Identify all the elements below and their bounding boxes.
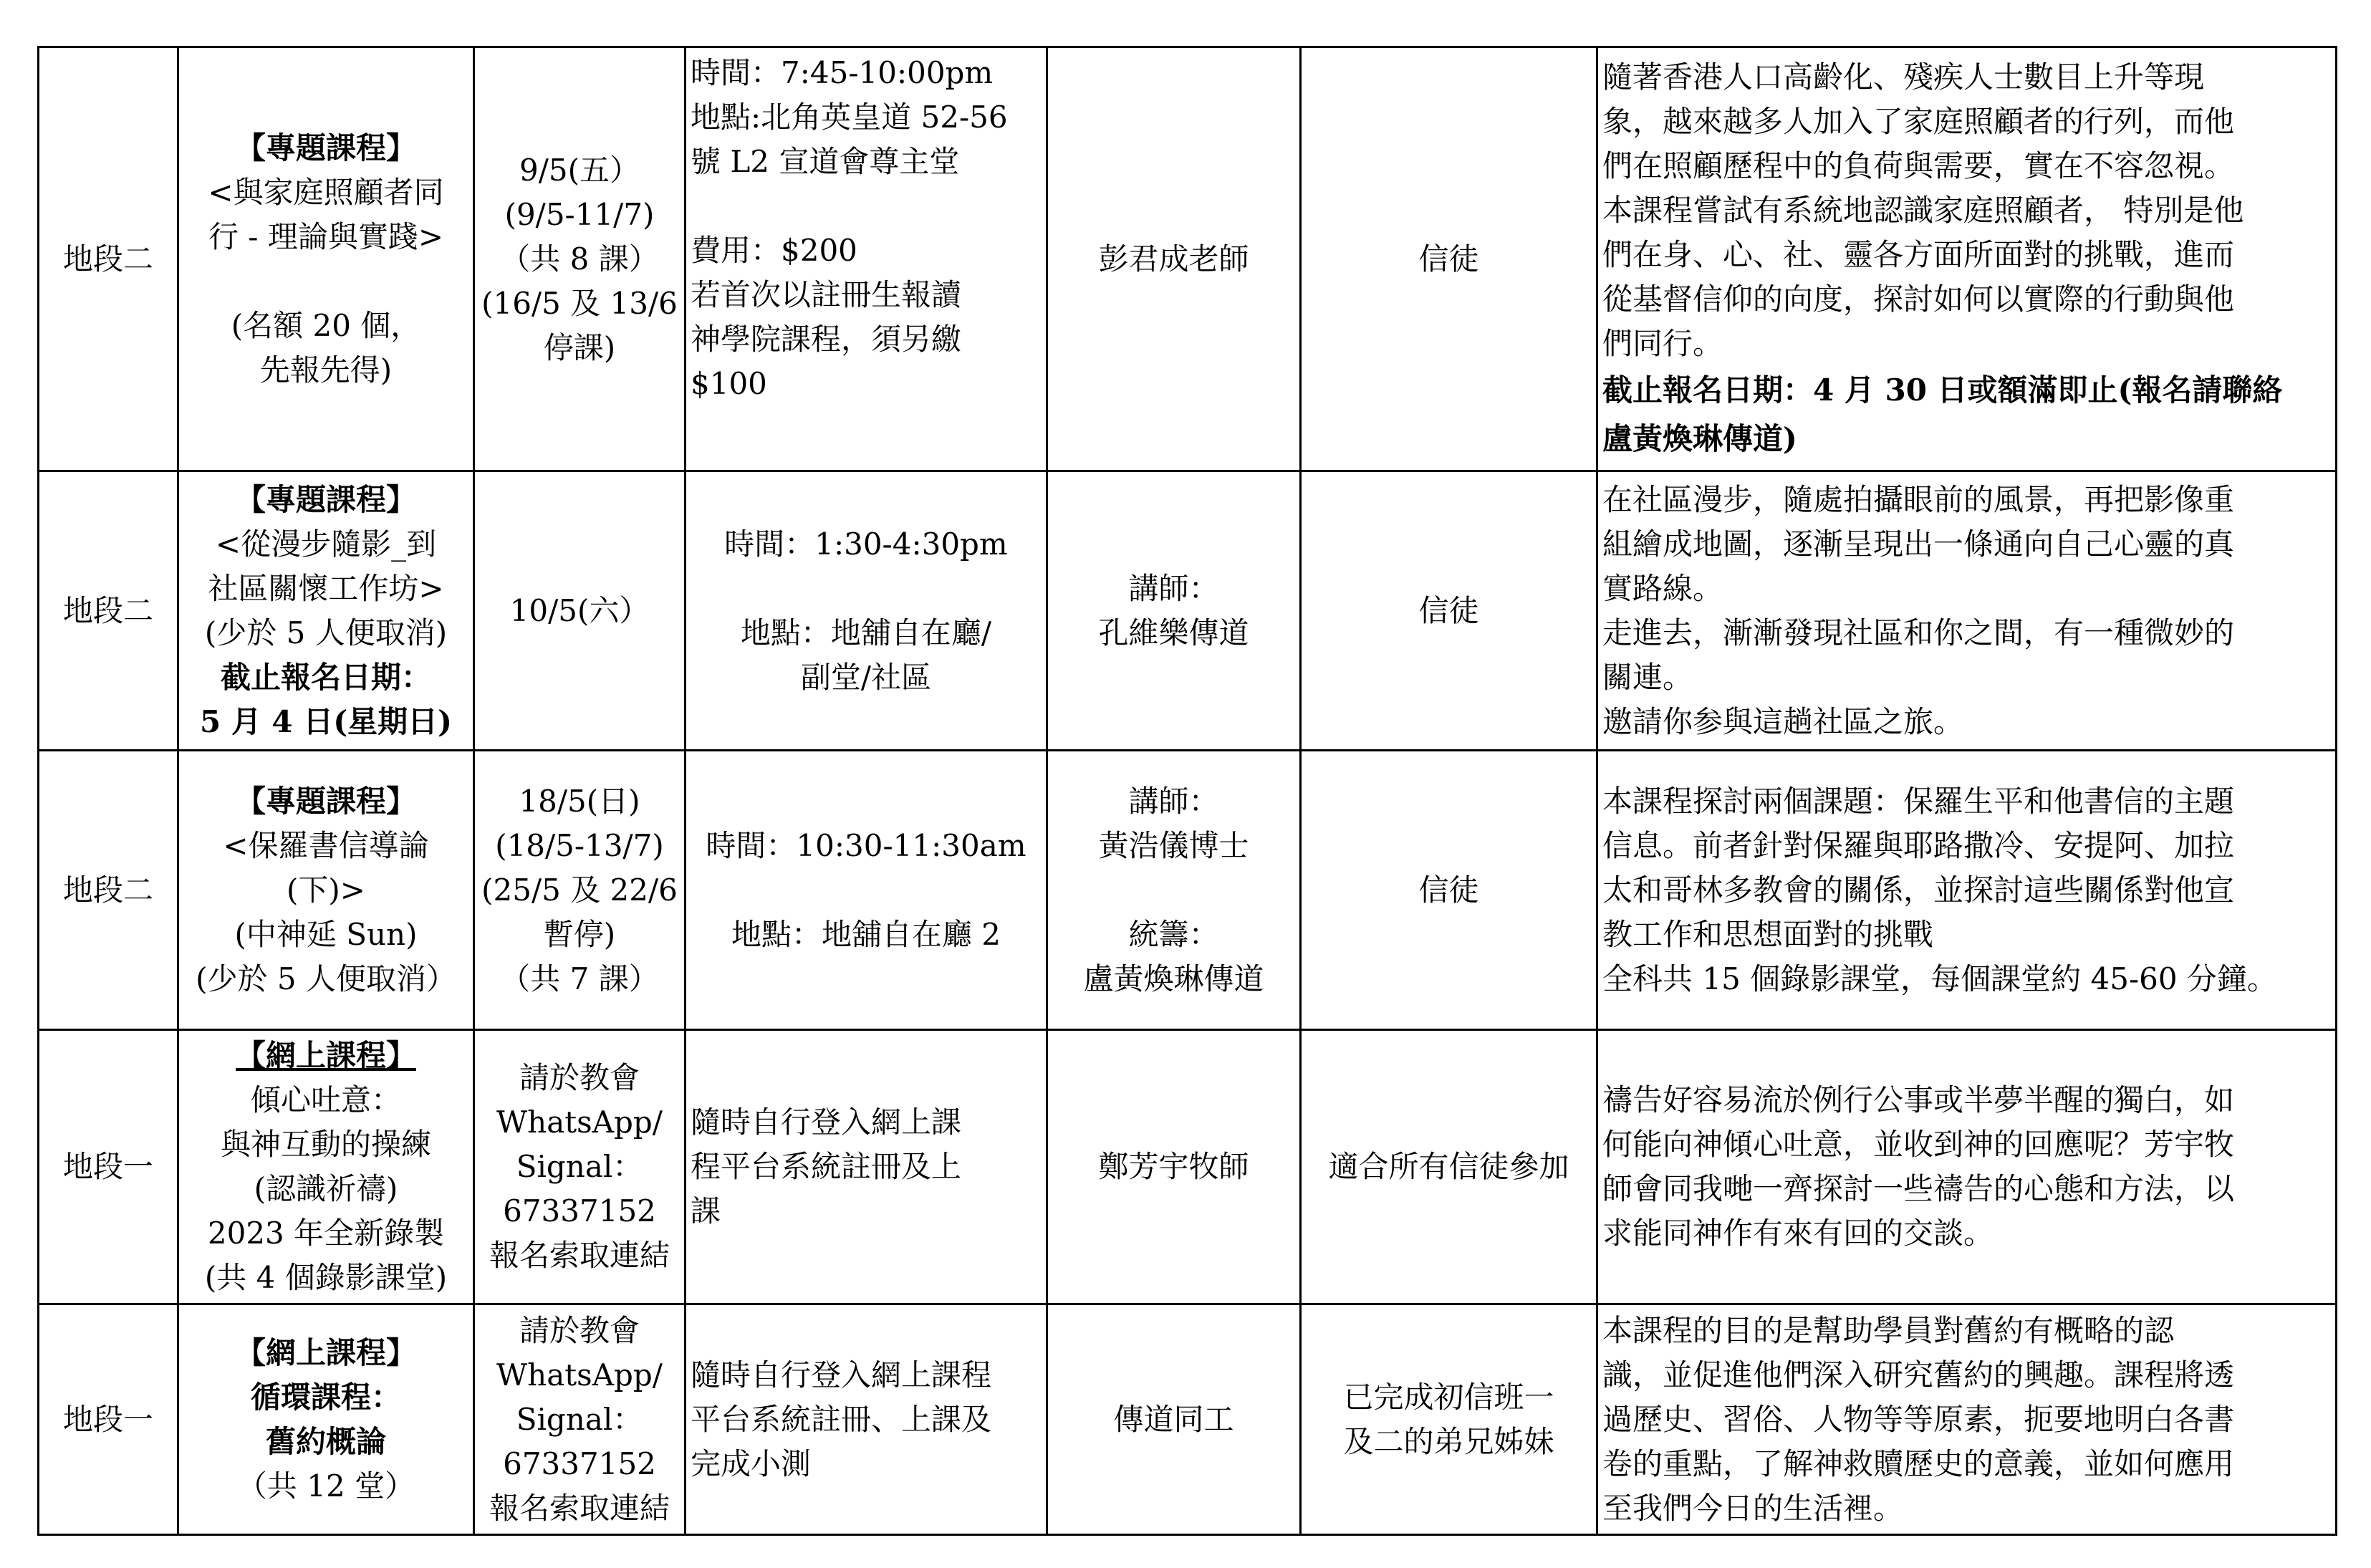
registration-cell: 請於教會 WhatsApp/ Signal： 67337152 報名索取連結 [474, 1304, 686, 1535]
target-cell: 已完成初信班一 及二的弟兄姊妹 [1301, 1304, 1597, 1535]
course-title-cell: 【網上課程】 傾心吐意： 與神互動的操練 (認識祈禱) 2023 年全新錄製 (共 4 個錄影課堂) [178, 1030, 474, 1304]
teacher-cell: 鄭芳宇牧師 [1047, 1030, 1301, 1304]
date-cell: 10/5(六） [474, 471, 686, 751]
course-title-cell: 【專題課程】 <從漫步隨影_到 社區關懷工作坊> (少於 5 人便取消) 截止報名日期： 5 月 4 日(星期日) [178, 471, 474, 751]
course-title-cell: 【專題課程】 <保羅書信導論 (下)> (中神延 Sun) (少於 5 人便取消） [178, 751, 474, 1030]
table-row [39, 471, 2337, 751]
course-table [37, 46, 2337, 1536]
table-row [39, 47, 2337, 471]
stage-cell: 地段二 [39, 47, 178, 471]
date-cell: 9/5(五） (9/5-11/7) （共 8 課） (16/5 及 13/6 停課) [474, 47, 686, 471]
target-cell: 信徒 [1301, 47, 1597, 471]
time-location-cell: 隨時自行登入網上課 程平台系統註冊及上 課 [686, 1030, 1047, 1304]
course-title-cell: 【專題課程】 <與家庭照顧者同 行 - 理論與實踐> (名額 20 個， 先報先得) [178, 47, 474, 471]
course-title-cell: 【網上課程】 循環課程： 舊約概論 （共 12 堂） [178, 1304, 474, 1535]
deadline-text: 截止報名日期：4 月 30 日或額滿即止(報名請聯絡 [1602, 372, 2283, 408]
target-cell: 適合所有信徒參加 [1301, 1030, 1597, 1304]
time-location-cell: 時間：7:45-10:00pm 地點:北角英皇道 52-56 號 L2 宣道會尊主堂 費用：$200 若首次以註冊生報讀 神學院課程，須另繳 $100 [686, 47, 1047, 471]
table-row [39, 1030, 2337, 1304]
stage-cell: 地段一 [39, 1030, 178, 1304]
table-row [39, 1304, 2337, 1535]
target-cell: 信徒 [1301, 751, 1597, 1030]
deadline-contact: 盧黃煥琳傳道) [1602, 420, 1797, 456]
stage-cell: 地段二 [39, 751, 178, 1030]
teacher-cell: 傳道同工 [1047, 1304, 1301, 1535]
description-cell: 隨著香港人口高齡化、殘疾人士數目上升等現 象，越來越多人加入了家庭照顧者的行列，而他 們在照顧歷程中的負荷與需要，實在不容忽視。 本課程嘗試有系統地認識家庭照顧者， 特別是他 們在身、心、社、靈各方面所面對的挑戰，進而 從基督信仰的向度，探討如何以實際的行動與他 們同行。 截止報名日期：4 月 30 日或額滿即止(報名請聯絡 盧黃煥琳傳道) [1597, 47, 2337, 471]
stage-cell: 地段一 [39, 1304, 178, 1535]
time-location-cell: 隨時自行登入網上課程 平台系統註冊、上課及 完成小測 [686, 1304, 1047, 1535]
teacher-cell: 彭君成老師 [1047, 47, 1301, 471]
description-cell: 本課程的目的是幫助學員對舊約有概略的認 識，並促進他們深入研究舊約的興趣。課程將透 過歷史、習俗、人物等等原素，扼要地明白各書 卷的重點，了解神救贖歷史的意義，並如何應用 至我們今日的生活裡。 [1597, 1304, 2337, 1535]
registration-cell: 請於教會 WhatsApp/ Signal： 67337152 報名索取連結 [474, 1030, 686, 1304]
description-cell: 本課程探討兩個課題：保羅生平和他書信的主題 信息。前者針對保羅與耶路撒冷、安提阿、加拉 太和哥林多教會的關係，並探討這些關係對他宣 教工作和思想面對的挑戰 全科共 15 個錄影課堂，每個課堂約 45-60 分鐘。 [1597, 751, 2337, 1030]
teacher-cell: 講師： 孔維樂傳道 [1047, 471, 1301, 751]
stage-cell: 地段二 [39, 471, 178, 751]
time-location-cell: 時間：1:30-4:30pm 地點：地舖自在廳/ 副堂/社區 [686, 471, 1047, 751]
time-location-cell: 時間：10:30-11:30am 地點：地舖自在廳 2 [686, 751, 1047, 1030]
teacher-cell: 講師： 黃浩儀博士 統籌： 盧黃煥琳傳道 [1047, 751, 1301, 1030]
table-row [39, 751, 2337, 1030]
target-cell: 信徒 [1301, 471, 1597, 751]
date-cell: 18/5(日) (18/5-13/7) (25/5 及 22/6 暫停) （共 7 課） [474, 751, 686, 1030]
description-cell: 在社區漫步，隨處拍攝眼前的風景，再把影像重 組繪成地圖，逐漸呈現出一條通向自己心靈的真 實路線。 走進去，漸漸發現社區和你之間，有一種微妙的 關連。 邀請你参與這趟社區之旅。 [1597, 471, 2337, 751]
description-cell: 禱告好容易流於例行公事或半夢半醒的獨白，如 何能向神傾心吐意，並收到神的回應呢？芳宇牧 師會同我哋一齊探討一些禱告的心態和方法，以 求能同神作有來有回的交談。 [1597, 1030, 2337, 1304]
